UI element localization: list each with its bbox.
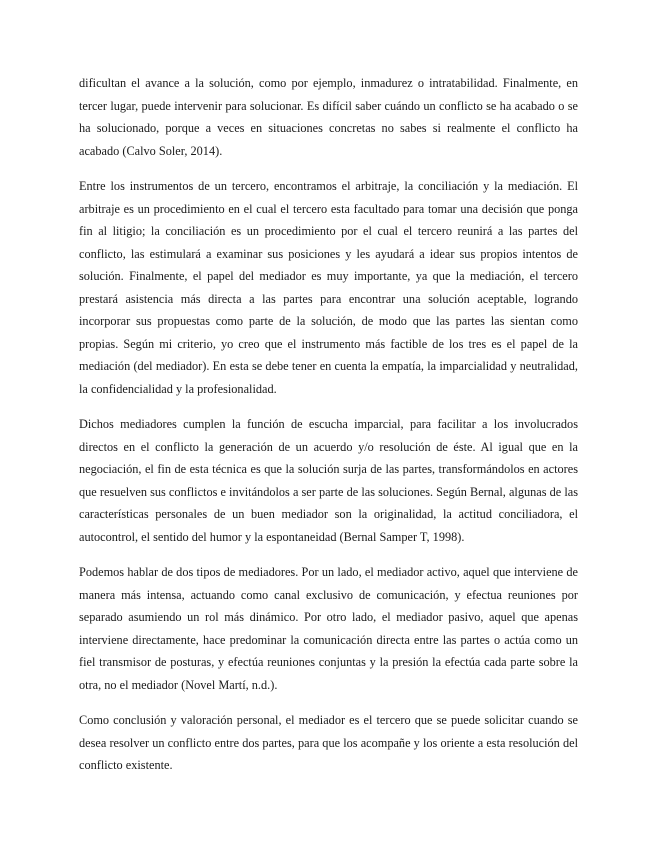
paragraph-mediators-function: Dichos mediadores cumplen la función de escucha imparcial, para facilitar a los involucrados directos en el conflicto la generación de un acuerdo y/o resolución de éste. Al igual que en la negociación, el fin de esta técnica es que la solución surja de las partes, transformándolos en actores que resuelven sus conflictos e invitándolos a ser parte de las soluciones. Según Bernal, algunas de las características personales de un buen mediador son la originalidad, la actitud conciliadora, el autocontrol, el sentido del humor y la espontaneidad (Bernal Samper T, 1998). <box>79 417 578 544</box>
paragraph-continuation: dificultan el avance a la solución, como por ejemplo, inmadurez o intratabilidad. Finalmente, en tercer lugar, puede intervenir para solucionar. Es difícil saber cuándo un conflicto se ha acabado o se ha solucionado, porque a veces en situaciones concretas no sabes si realmente el conflicto ha acabado (Calvo Soler, 2014). <box>79 76 578 158</box>
paragraph-instruments: Entre los instrumentos de un tercero, encontramos el arbitraje, la conciliación y la mediación. El arbitraje es un procedimiento en el cual el tercero esta facultado para tomar una decisión que ponga fin al litigio; la conciliación es un procedimiento por el cual el tercero reunirá a las partes del conflicto, las estimulará a examinar sus posiciones y les ayudará a idear sus propios intentos de solución. Finalmente, el papel del mediador es muy importante, ya que la mediación, el tercero prestará asistencia más directa a las partes para encontrar una solución aceptable, logrando incorporar sus propuestas como parte de la solución, de modo que las partes las sientan como propias. Según mi criterio, yo creo que el instrumento más factible de los tres es el papel de la mediación (del mediador). En esta se debe tener en cuenta la empatía, la imparcialidad y neutralidad, la confidencialidad y la profesionalidad. <box>79 179 578 396</box>
paragraph-mediator-types: Podemos hablar de dos tipos de mediadores. Por un lado, el mediador activo, aquel que interviene de manera más intensa, actuando como canal exclusivo de comunicación, y efectua reuniones por separado asumiendo un rol más dinámico. Por otro lado, el mediador pasivo, aquel que apenas interviene directamente, hace predominar la comunicación directa entre las partes o actúa como un fiel transmisor de posturas, y efectúa reuniones conjuntas y la presión la efectúa cada parte sobre la otra, no el mediador (Novel Martí, n.d.). <box>79 565 578 692</box>
paragraph-conclusion: Como conclusión y valoración personal, el mediador es el tercero que se puede solicitar cuando se desea resolver un conflicto entre dos partes, para que los acompañe y los oriente a esta resolución del conflicto existente. <box>79 713 578 772</box>
document-page <box>79 72 578 790</box>
